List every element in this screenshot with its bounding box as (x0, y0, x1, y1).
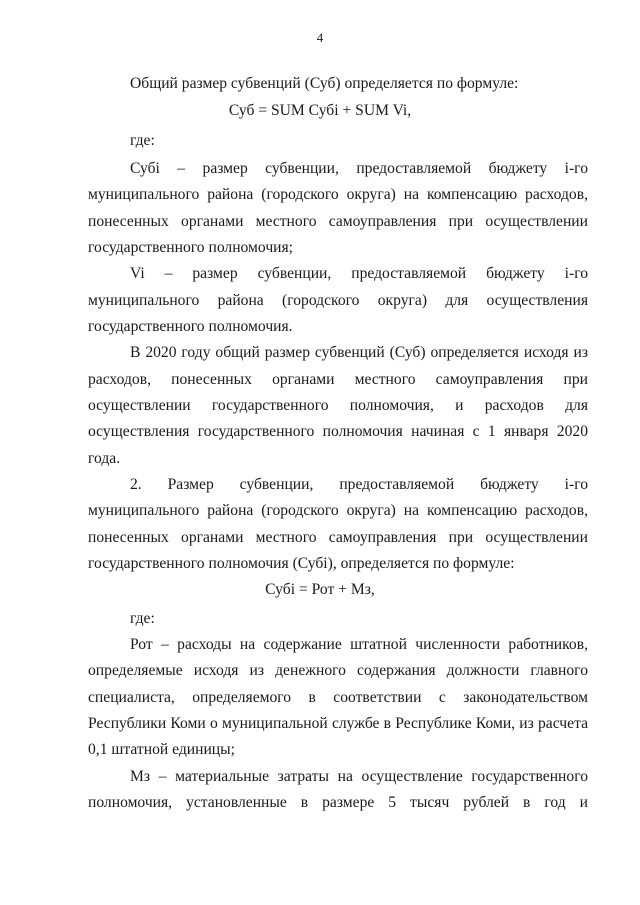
clause-2-line: понесенных органами местного самоуправления при осуществлении (88, 529, 588, 546)
mz-definition-line: полномочия, установленные в размере 5 тысяч рублей в год и (88, 794, 588, 811)
rot-definition-line: 0,1 штатной единицы; (88, 741, 235, 758)
rot-definition-line: специалиста, определяемого в соответствии с законодательством (88, 689, 588, 706)
paragraph-line: осуществлении государственного полномочия, и расходов для (88, 397, 588, 414)
rot-definition-line: Республики Коми о муниципальной службе в Республике Коми, из расчета (88, 715, 588, 732)
subi-definition-line: Субi – размер субвенции, предоставляемой бюджету i-го (130, 160, 588, 177)
paragraph-line: В 2020 году общий размер субвенций (Суб) определяется исходя из (130, 344, 588, 361)
rot-definition-line: Рот – расходы на содержание штатной численности работников, (130, 636, 588, 653)
subi-definition-line: муниципального района (городского округа) на компенсацию расходов, (88, 186, 588, 203)
paragraph-line: расходов, понесенных органами местного самоуправления при (88, 371, 588, 388)
vi-definition-line: государственного полномочия. (88, 318, 293, 335)
rot-definition-line: определяемые исходя из денежного содержания должности главного (88, 662, 588, 679)
clause-2-line: 2. Размер субвенции, предоставляемой бюджету i-го (130, 476, 588, 493)
intro-line: Общий размер субвенций (Суб) определяется по формуле: (130, 75, 519, 92)
paragraph-line: года. (88, 450, 121, 467)
page-number: 4 (316, 30, 324, 45)
clause-2-line: государственного полномочия (Субi), определяется по формуле: (88, 555, 515, 572)
vi-definition-line: Vi – размер субвенции, предоставляемой бюджету i-го (130, 265, 588, 282)
where-label: где: (130, 132, 155, 149)
clause-2-line: муниципального района (городского округа) на компенсацию расходов, (88, 502, 588, 519)
mz-definition-line: Мз – материальные затраты на осуществление государственного (130, 768, 588, 785)
paragraph-line: осуществления государственного полномочия начиная с 1 января 2020 (88, 423, 588, 440)
where-label: где: (130, 610, 155, 627)
formula-subi: Субi = Рот + Мз, (265, 581, 375, 598)
subi-definition-line: понесенных органами местного самоуправления при осуществлении (88, 213, 588, 230)
vi-definition-line: муниципального района (городского округа) для осуществления (88, 292, 588, 309)
formula-total: Суб = SUM Субi + SUM Vi, (228, 102, 412, 119)
subi-definition-line: государственного полномочия; (88, 239, 294, 256)
